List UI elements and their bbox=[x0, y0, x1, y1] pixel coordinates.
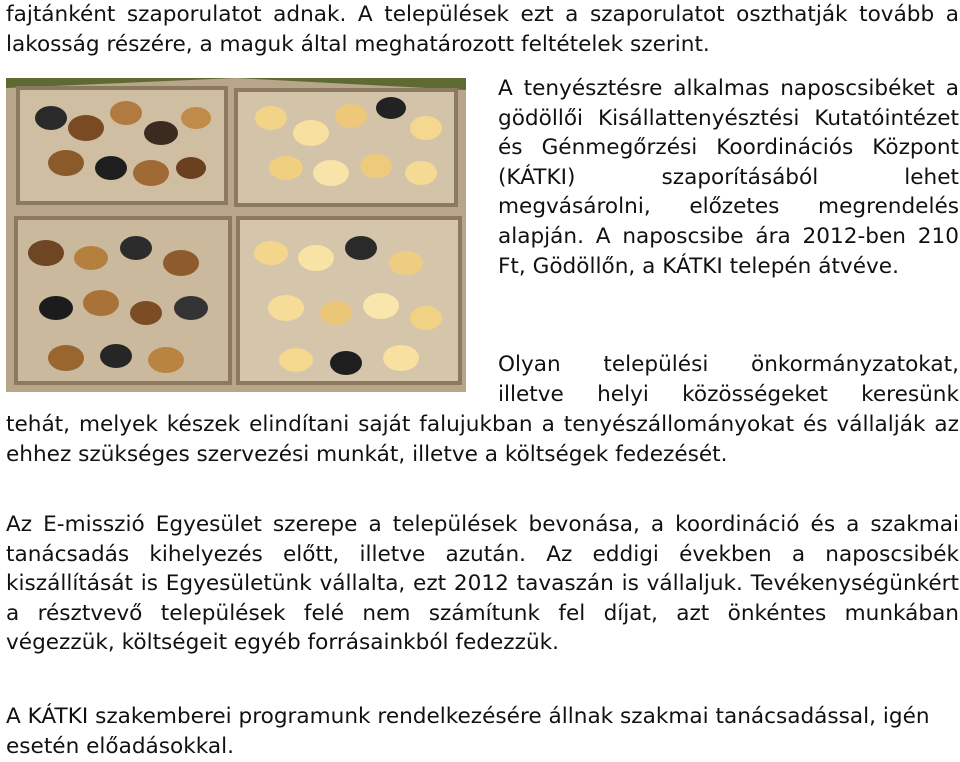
purchase-paragraph: A tenyésztésre alkalmas naposcsibéket a gödöllői Kisállattenyésztési Kutatóintézet és Génmegőrzési Koordinációs Központ (KÁTKI) szaporításából lehet megvásárolni, előzetes megrendelés alapján. A naposcsibe ára 2012-ben 210 Ft, Gödöllőn, a KÁTKI telepén átvéve. bbox=[498, 76, 959, 279]
experts-paragraph: A KÁTKI szakemberei programunk rendelkezésére állnak szakmai tanácsadással, igén esetén előadásokkal. bbox=[6, 704, 930, 759]
search-paragraph-full: tehát, melyek készek elindítani saját falujukban a tenyészállományokat és vállalják az ehhez szükséges szervezési munkát, illetve a költségek fedezését. bbox=[6, 412, 959, 467]
chicks-in-boxes-photo bbox=[6, 78, 466, 392]
role-paragraph: Az E-misszió Egyesület szerepe a települések bevonása, a koordináció és a szakmai tanácsadás kihelyezés előtt, illetve azután. Az eddigi években a naposcsibék kiszállítását is Egyesületünk vállalta, ezt 2012 tavaszán is vállaljuk. Tevékenységünkért a résztvevő települések felé nem számítunk fel díjat, azt önkéntes munkában végezzük, költségeit egyéb forrásainkból fedezzük. bbox=[6, 512, 959, 656]
chicks-photo-illustration bbox=[6, 78, 466, 392]
intro-paragraph: fajtánként szaporulatot adnak. A települések ezt a szaporulatot oszthatják tovább a lakosság részére, a maguk által meghatározott feltételek szerint. bbox=[6, 2, 959, 57]
search-paragraph-side: Olyan települési önkormányzatokat, illetve helyi közösségeket keresünk bbox=[498, 352, 959, 407]
